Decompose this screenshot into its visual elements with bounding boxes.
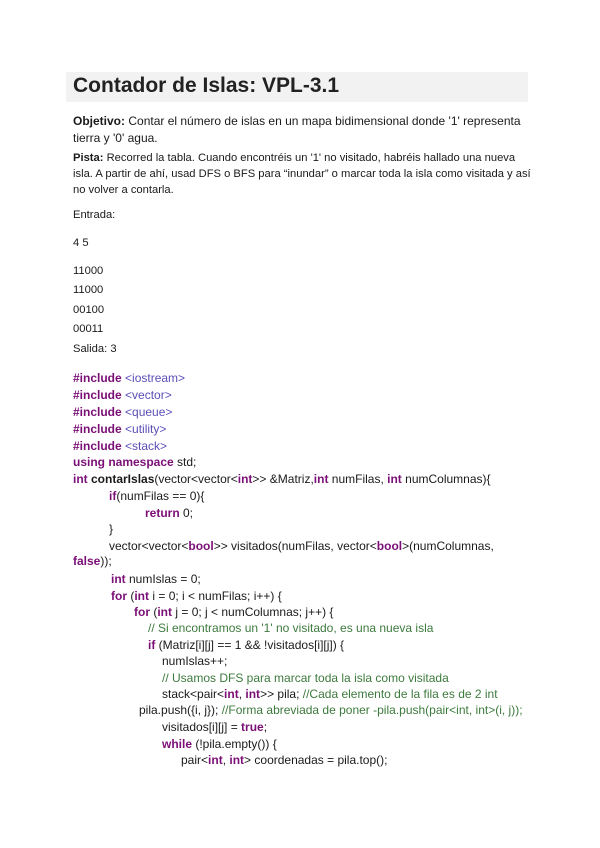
code-line-push: pila.push({i, j}); //Forma abreviada de poner -pila.push(pair<int, int>(i, j)); xyxy=(139,703,523,717)
code-line-include: #include <vector> xyxy=(73,388,172,402)
hint-label: Pista: xyxy=(73,152,104,164)
code-line-for-rows: for (int i = 0; i < numFilas; i++) { xyxy=(111,589,282,603)
code-line-if: if(numFilas == 0){ xyxy=(109,489,205,503)
code-line-function-signature: int contarIslas(vector<vector<int>> &Matriz,int numFilas, int numColumnas){ xyxy=(73,472,491,486)
code-line-return: return 0; xyxy=(145,506,194,520)
code-line-pair-decl: pair<int, int> coordenadas = pila.top(); xyxy=(181,753,388,767)
code-line-using: using namespace std; xyxy=(73,455,197,469)
hint-paragraph xyxy=(73,150,533,198)
input-row: 00011 xyxy=(73,323,104,335)
objective-label: Objetivo: xyxy=(73,114,126,128)
code-line-if-unvisited: if (Matriz[i][j] == 1 && !visitados[i][j]) { xyxy=(148,638,345,652)
code-line-comment: // Usamos DFS para marcar toda la isla como visitada xyxy=(162,671,449,685)
code-line-include: #include <utility> xyxy=(73,422,167,436)
input-row: 11000 xyxy=(73,284,104,296)
input-row: 11000 xyxy=(73,265,104,277)
code-line-include: #include <stack> xyxy=(73,439,168,453)
output-line: Salida: 3 xyxy=(73,343,117,355)
code-line-for-cols: for (int j = 0; j < numColumnas; j++) { xyxy=(134,605,334,619)
input-dimensions: 4 5 xyxy=(73,237,89,249)
code-line-visited-decl-cont: false)); xyxy=(73,554,112,568)
code-line-visited-decl: vector<vector<bool>> visitados(numFilas, vector<bool>(numColumnas, xyxy=(109,539,494,553)
code-line-include: #include <iostream> xyxy=(73,371,186,385)
page-title: Contador de Islas: VPL-3.1 xyxy=(73,74,340,97)
input-label: Entrada: xyxy=(73,209,116,221)
code-line-increment: numIslas++; xyxy=(162,654,228,668)
code-line-stack-decl: stack<pair<int, int>> pila; //Cada elemento de la fila es de 2 int xyxy=(162,687,498,701)
code-line-comment: // Si encontramos un '1' no visitado, es una nueva isla xyxy=(148,621,434,635)
code-line-while: while (!pila.empty()) { xyxy=(162,737,277,751)
hint-text: Recorred la tabla. Cuando encontréis un '1' no visitado, habréis hallado una nueva isla. A partir de ahí, usad DFS o BFS para “inundar” o marcar toda la isla como visitada y así no volver a contarla. xyxy=(73,152,531,196)
objective-text: Contar el número de islas en un mapa bidimensional donde '1' representa tierra y '0' agua. xyxy=(73,114,521,145)
code-line-include: #include <queue> xyxy=(73,405,173,419)
input-row: 00100 xyxy=(73,304,105,316)
code-line-close-brace: } xyxy=(109,522,114,536)
code-line-num-islands: int numIslas = 0; xyxy=(111,572,201,586)
objective-paragraph xyxy=(73,113,533,147)
code-line-mark-visited: visitados[i][j] = true; xyxy=(162,720,268,734)
